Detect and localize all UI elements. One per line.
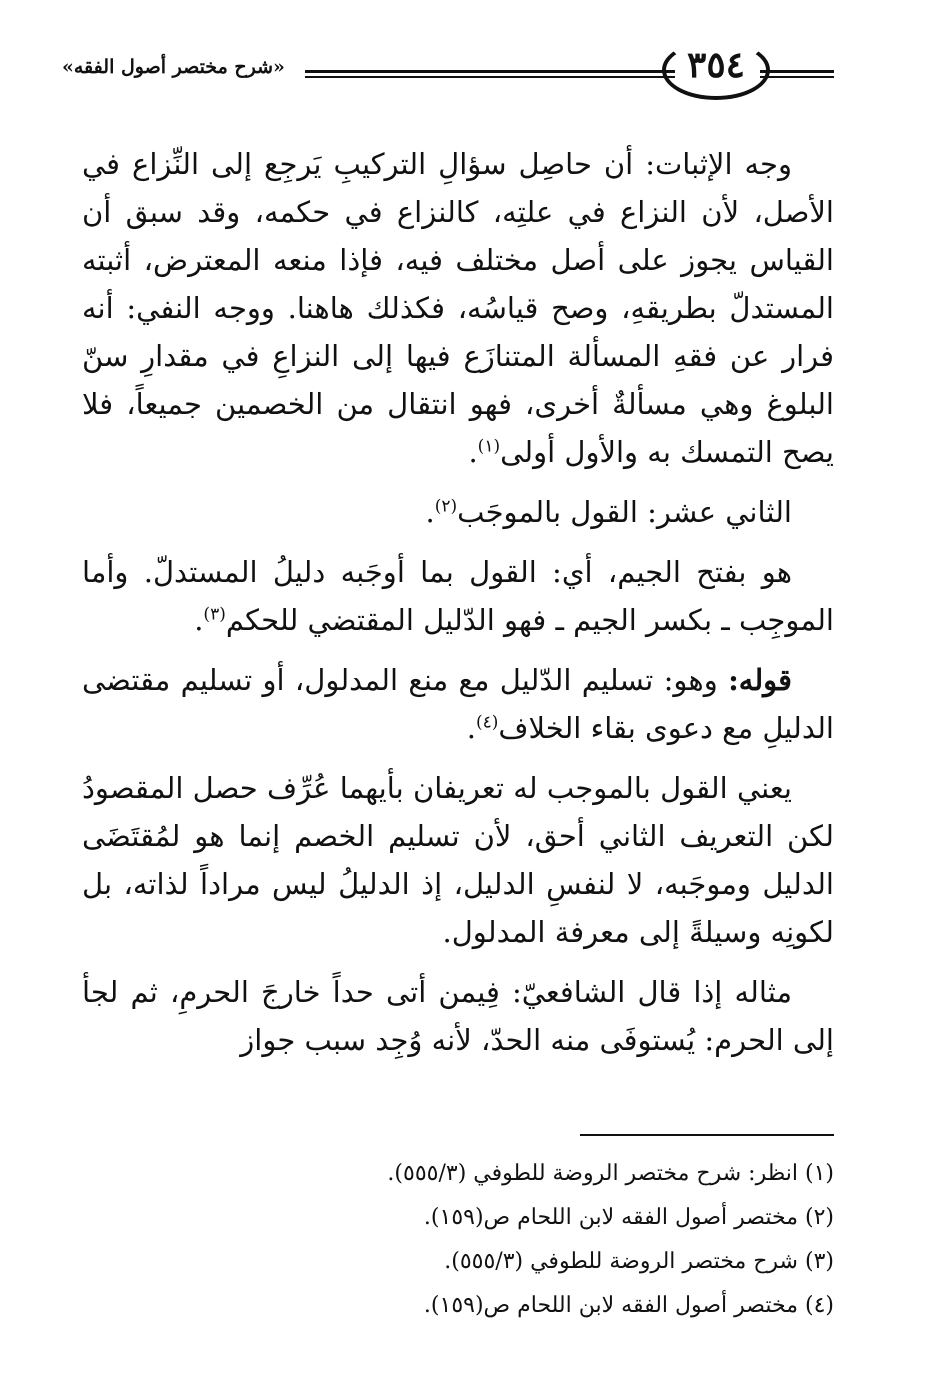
paragraph-1: وجه الإثبات: أن حاصِل سؤالِ التركيبِ يَرجِع إلى النِّزاع في الأصل، لأن النزاع في علتِه، كالنزاع في حكمه، وقد سبق أن القياس يجوز على أصل مختلف فيه، فإذا منعه المعترض، أثبته المستدلّ بطريقهِ، وصح قياسُه، فكذلك هاهنا. ووجه النفي: أنه فرار عن فقهِ المسألة المتنازَع فيها إلى النزاعِ في مقدارِ سنّ البلوغ وهي مسألةٌ أخرى، فهو انتقال من الخصمين جميعاً، فلا يصح التمسك به والأول أولى$^{(١)}$. bbox=[82, 147, 834, 469]
footnote-ref-4[interactable]: (٤) bbox=[475, 712, 499, 733]
main-text bbox=[82, 140, 834, 1076]
footnote-3: (٣) شرح مختصر الروضة للطوفي (٥٥٥/٣). bbox=[444, 1249, 834, 1274]
page-number-oval bbox=[662, 40, 770, 100]
header-double-rule-left bbox=[305, 70, 675, 78]
quote-lead: قوله: bbox=[728, 663, 792, 697]
footnote-1: (١) انظر: شرح مختصر الروضة للطوفي (٥٥٥/٣). bbox=[387, 1161, 834, 1186]
footnote-4: (٤) مختصر أصول الفقه لابن اللحام ص(١٥٩). bbox=[423, 1293, 834, 1318]
paragraph-5: يعني القول بالموجب له تعريفان بأيهما عُرِّف حصل المقصودُ لكن التعريف الثاني أحق، لأن تسليم الخصم إنما هو لمُقتَضَى الدليل وموجَبه، لا لنفسِ الدليل، إذ الدليلُ ليس مراداً لذاته، بل لكونِه وسيلةً إلى معرفة المدلول. bbox=[82, 771, 834, 949]
section-heading: الثاني عشر: القول بالموجَب$^{(٢)}$. bbox=[425, 495, 792, 529]
footnote-separator bbox=[580, 1134, 834, 1136]
running-book-title: «شرح مختصر أصول الفقه» bbox=[62, 56, 285, 78]
page-header bbox=[0, 36, 944, 116]
paragraph-3: هو بفتح الجيم، أي: القول بما أوجَبه دليلُ المستدلّ. وأما الموجِب ـ بكسر الجيم ـ فهو الدّليل المقتضي للحكم$^{(٣)}$. bbox=[82, 555, 834, 637]
page-number: ٣٥٤ bbox=[686, 44, 745, 86]
footnotes bbox=[200, 1152, 834, 1328]
paragraph-6: مثاله إذا قال الشافعيّ: فِيمن أتى حداً خارجَ الحرمِ، ثم لجأ إلى الحرم: يُستوفَى منه الحدّ، لأنه وُجِد سبب جواز bbox=[82, 975, 834, 1057]
header-double-rule-right bbox=[760, 70, 834, 78]
footnote-ref-2[interactable]: (٢) bbox=[434, 496, 458, 517]
footnote-2: (٢) مختصر أصول الفقه لابن اللحام ص(١٥٩). bbox=[423, 1205, 834, 1230]
footnote-ref-1[interactable]: (١) bbox=[477, 436, 501, 457]
paragraph-4: قوله: وهو: تسليم الدّليل مع منع المدلول، أو تسليم مقتضى الدليلِ مع دعوى بقاء الخلاف$^{(٤)}$. bbox=[82, 663, 834, 745]
footnote-ref-3[interactable]: (٣) bbox=[203, 604, 226, 625]
